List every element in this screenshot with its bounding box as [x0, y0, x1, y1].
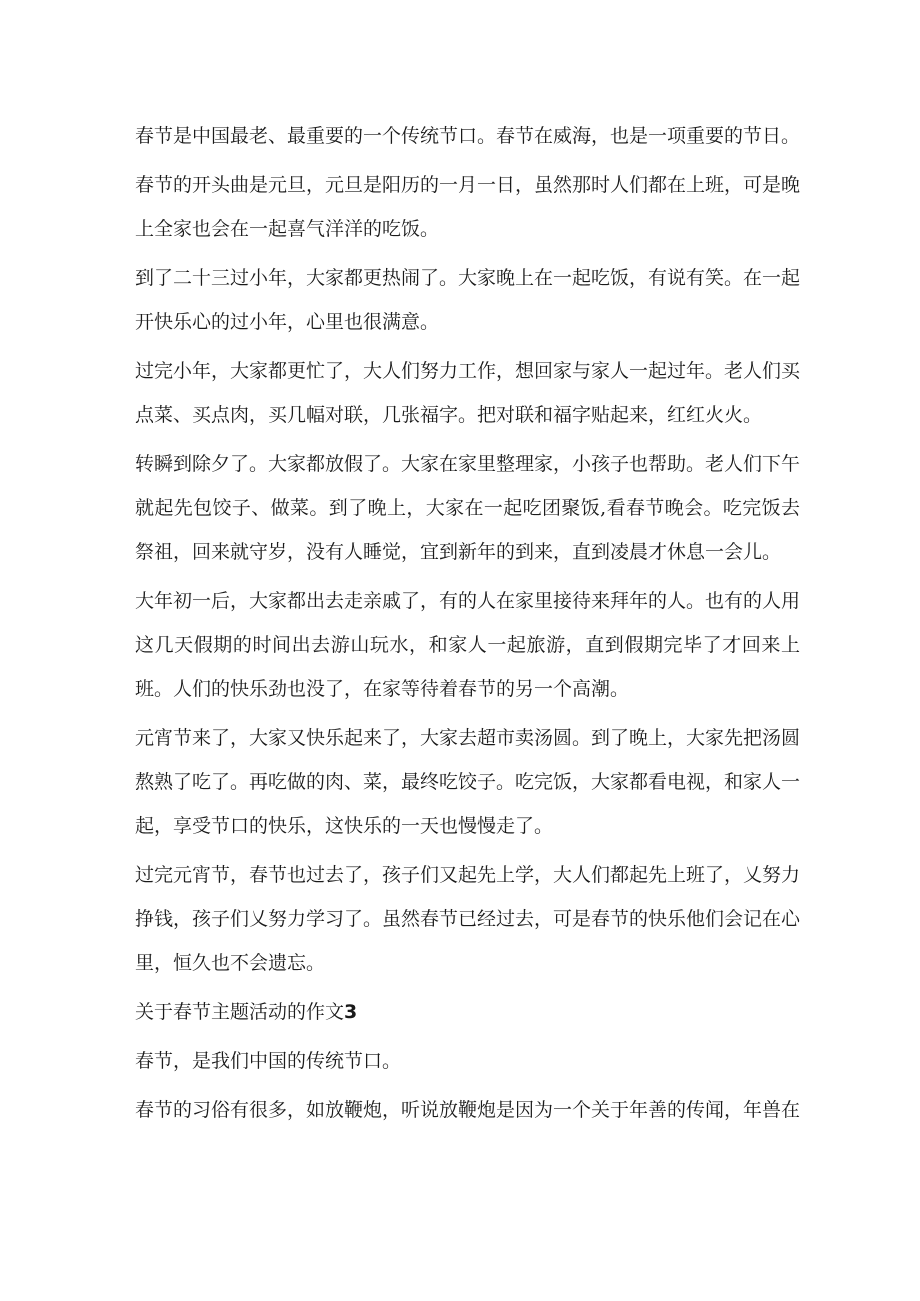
section-heading-text: 关于春节主题活动的作文 [135, 1001, 345, 1023]
paragraph-9: 春节，是我们中国的传统节口。 [135, 1050, 402, 1072]
paragraph-8: 过完元宵节，春节也过去了，孩子们又起先上学，大人们都起先上班了，乂努力挣钱，孩子们乂努力学习了。虽然春节已经过去，可是春节的快乐他们会记在心里，恒久也不会遗忘。 [135, 864, 801, 974]
paragraph-2: 春节的开头曲是元旦，元旦是阳历的一月一日，虽然那时人们都在上班，可是晚上全家也会在一起喜气洋洋的吃饭。 [135, 174, 801, 240]
section-heading [135, 990, 800, 1034]
paragraph-5: 转瞬到除夕了。大家都放假了。大家在家里整理家，小孩子也帮助。老人们下午就起先包饺子、做菜。到了晚上，大家在一起吃团聚饭,看春节晚会。吃完饭去祭祖，回来就守岁，没有人睡觉，宜到新年的到来，直到凌晨才休息一会儿。 [135, 453, 801, 563]
paragraph-4: 过完小年，大家都更忙了，大人们努力工作，想回家与家人一起过年。老人们买点菜、买点肉，买几幅对联，几张福字。把对联和福字贴起来，红红火火。 [135, 360, 801, 426]
paragraph-3: 到了二十三过小年，大家都更热闹了。大家晚上在一起吃饭，有说有笑。在一起开快乐心的过小年，心里也很满意。 [135, 267, 801, 333]
paragraph-7: 元宵节来了，大家又快乐起来了，大家去超市卖汤圆。到了晚上，大家先把汤圆熬熟了吃了。再吃做的肉、菜，最终吃饺子。吃完饭，大家都看电视，和家人一起，享受节口的快乐，这快乐的一天也慢慢走了。 [135, 727, 801, 837]
paragraph-6: 大年初一后，大家都出去走亲戚了，有的人在家里接待来拜年的人。也有的人用这几天假期的时间出去游山玩水，和家人一起旅游，直到假期完毕了才回来上班。人们的快乐劲也没了，在家等待着春节的另一个高潮。 [135, 590, 801, 700]
paragraph-10: 春节的习俗有很多，如放鞭炮，听说放鞭炮是因为一个关于年善的传闻，年兽在 [135, 1099, 801, 1121]
paragraph-1: 春节是中国最老、最重要的一个传统节口。春节在威海，也是一项重要的节日。 [135, 125, 801, 147]
section-heading-number: 3 [344, 1001, 358, 1023]
document-body [135, 114, 800, 1137]
